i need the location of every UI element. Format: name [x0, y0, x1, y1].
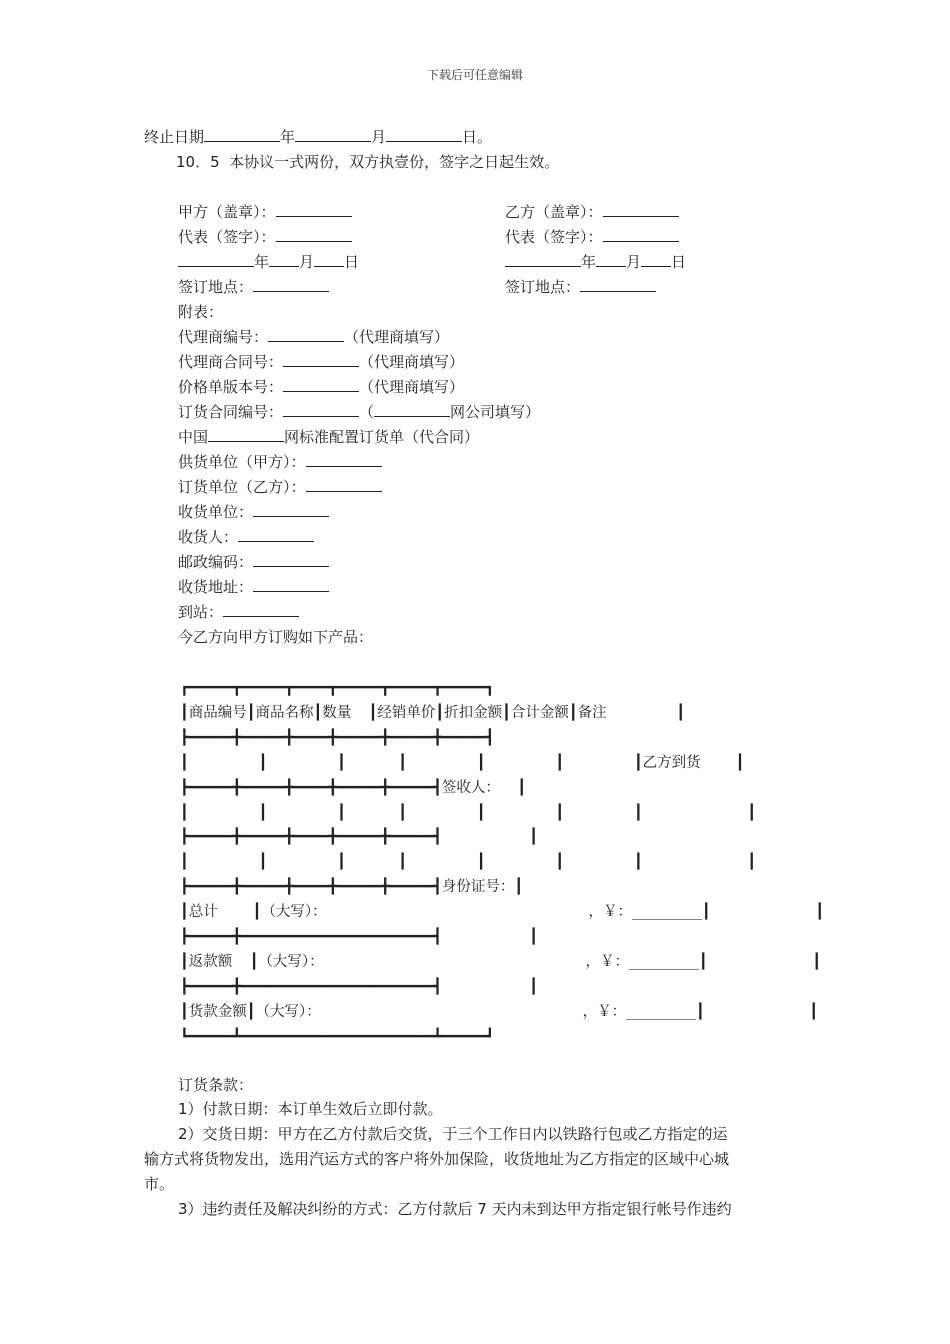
receiver-blank [238, 527, 314, 542]
table-line: ┣━━━━━╋━━━━━╋━━━━╋━━━━━╋━━━━━┫身份证号：┃ [180, 879, 524, 895]
rep-a-blank [276, 227, 352, 242]
year-blank [204, 127, 280, 142]
rep-b-label: 代表（签字）： [505, 228, 603, 246]
end-date-line [144, 127, 492, 147]
party-b-seal-label: 乙方（盖章）： [505, 203, 603, 221]
price-version [178, 377, 464, 397]
year-label: 年 [280, 128, 296, 146]
table-line: ┃商品编号┃商品名称┃数量 ┃经销单价┃折扣金额┃合计金额┃备注 ┃ [180, 705, 686, 721]
party-b-seal [505, 202, 679, 222]
date-a-year: 年 [254, 253, 270, 271]
place-b-blank [580, 277, 656, 292]
table-line: ┃ ┃ ┃ ┃ ┃ ┃ ┃ ┃ [180, 805, 757, 821]
table-line: ┣━━━━━╋━━━━━━━━━━━━━━━━━━━━━━┫ ┃ [180, 979, 538, 995]
date-b-month-blank [596, 252, 626, 267]
table-line: ┃货款金额┃（大写）： ，￥：________┃ ┃ [180, 1004, 819, 1020]
orderer [178, 477, 382, 497]
station [178, 602, 299, 622]
orderer-blank [306, 477, 382, 492]
agent-contract-label: 代理商合同号： [178, 353, 284, 371]
table-line: ┣━━━━━╋━━━━━╋━━━━╋━━━━━╋━━━━━┫ ┃ [180, 829, 538, 845]
rep-a-label: 代表（签字）： [178, 228, 276, 246]
agent-no-label: 代理商编号： [178, 328, 269, 346]
order-intro: 今乙方向甲方订购如下产品： [178, 628, 374, 646]
clause-10-5: 10．5 本协议一式两份，双方执壹份，签字之日起生效。 [176, 153, 560, 171]
term-2-line-3: 市。 [144, 1175, 175, 1193]
receiver-unit-label: 收货单位： [178, 503, 254, 521]
address-blank [253, 577, 329, 592]
page-header: 下载后可任意编辑 [426, 68, 523, 82]
supplier-label: 供货单位（甲方）： [178, 453, 306, 471]
month-label: 月 [371, 128, 387, 146]
term-3-line-1: 3）违约责任及解决纠纷的方式：乙方付款后 7 天内未到达甲方指定银行帐号作违约 [178, 1200, 732, 1218]
end-date-label: 终止日期 [144, 128, 205, 146]
table-line: ┃ ┃ ┃ ┃ ┃ ┃ ┃乙方到货 ┃ [180, 755, 745, 771]
postal-code-label: 邮政编码： [178, 553, 254, 571]
price-version-blank [283, 377, 359, 392]
price-version-note: （代理商填写） [359, 378, 465, 396]
postal-code-blank [253, 552, 329, 567]
order-contract-note: 网公司填写） [450, 403, 541, 421]
month-blank [295, 127, 371, 142]
date-b-day-blank [641, 252, 671, 267]
table-line: ┃总计 ┃（大写）： ，￥：________┃ ┃ [180, 904, 825, 920]
supplier [178, 452, 382, 472]
party-a-seal [178, 202, 352, 222]
receiver-unit [178, 502, 329, 522]
receiver-unit-blank [253, 502, 329, 517]
form-title-china: 中国 [178, 428, 209, 446]
agent-contract-note: （代理商填写） [359, 353, 465, 371]
agent-contract-no [178, 352, 464, 372]
table-line: ┃返款额 ┃（大写）： ，￥：________┃ ┃ [180, 954, 822, 970]
date-a-day: 日 [344, 253, 360, 271]
date-a-day-blank [314, 252, 344, 267]
supplier-blank [306, 452, 382, 467]
terms-title: 订货条款： [178, 1076, 254, 1094]
party-a-seal-blank [276, 202, 352, 217]
form-title-blank [208, 427, 284, 442]
day-label: 日。 [462, 128, 493, 146]
rep-a [178, 227, 352, 247]
date-a-month: 月 [299, 253, 315, 271]
place-a [178, 277, 329, 297]
order-contract-no [178, 402, 540, 422]
table-line: ┣━━━━━╋━━━━━╋━━━━╋━━━━━╋━━━━━╋━━━━━┫ [180, 730, 495, 746]
place-a-label: 签订地点： [178, 278, 254, 296]
rep-b [505, 227, 679, 247]
form-title [178, 427, 479, 447]
term-2-line-2: 输方式将货物发出，选用汽运方式的客户将外加保险，收货地址为乙方指定的区域中心城 [144, 1150, 730, 1168]
agent-no [178, 327, 449, 347]
station-label: 到站： [178, 603, 224, 621]
agent-contract-blank [283, 352, 359, 367]
date-a-month-blank [269, 252, 299, 267]
address-label: 收货地址： [178, 578, 254, 596]
date-b-year-blank [505, 252, 581, 267]
table-line: ┃ ┃ ┃ ┃ ┃ ┃ ┃ ┃ [180, 854, 757, 870]
address [178, 577, 329, 597]
date-b-year: 年 [581, 253, 597, 271]
table-line: ┏━━━━━┳━━━━━┳━━━━┳━━━━━┳━━━━━┳━━━━━┓ [180, 680, 495, 696]
order-contract-label: 订货合同编号： [178, 403, 284, 421]
place-b-label: 签订地点： [505, 278, 581, 296]
order-contract-paren: （ [359, 403, 375, 421]
table-line: ┣━━━━━╋━━━━━━━━━━━━━━━━━━━━━━┫ ┃ [180, 929, 538, 945]
day-blank [386, 127, 462, 142]
receiver-label: 收货人： [178, 528, 239, 546]
place-b [505, 277, 656, 297]
party-b-seal-blank [603, 202, 679, 217]
table-line: ┗━━━━━┻━━━━━━━━━━━━━━━━━━━━━━┻━━━━━┛ [180, 1029, 495, 1045]
order-contract-blank [283, 402, 359, 417]
term-2-line-1: 2）交货日期：甲方在乙方付款后交货，于三个工作日内以铁路行包或乙方指定的运 [178, 1125, 728, 1143]
agent-no-note: （代理商填写） [344, 328, 450, 346]
party-a-seal-label: 甲方（盖章）： [178, 203, 276, 221]
table-line: ┣━━━━━╋━━━━━╋━━━━╋━━━━━╋━━━━━┫签收人： ┃ [180, 780, 527, 796]
rep-b-blank [603, 227, 679, 242]
date-b [505, 252, 686, 272]
order-contract-company-blank [374, 402, 450, 417]
date-b-day: 日 [671, 253, 687, 271]
orderer-label: 订货单位（乙方）： [178, 478, 306, 496]
station-blank [223, 602, 299, 617]
date-a-year-blank [178, 252, 254, 267]
date-b-month: 月 [626, 253, 642, 271]
form-title-rest: 网标准配置订货单（代合同） [284, 428, 480, 446]
agent-no-blank [268, 327, 344, 342]
date-a [178, 252, 359, 272]
place-a-blank [253, 277, 329, 292]
postal-code [178, 552, 329, 572]
appendix-title: 附表： [178, 303, 224, 321]
receiver [178, 527, 314, 547]
term-1: 1）付款日期：本订单生效后立即付款。 [178, 1100, 443, 1118]
price-version-label: 价格单版本号： [178, 378, 284, 396]
